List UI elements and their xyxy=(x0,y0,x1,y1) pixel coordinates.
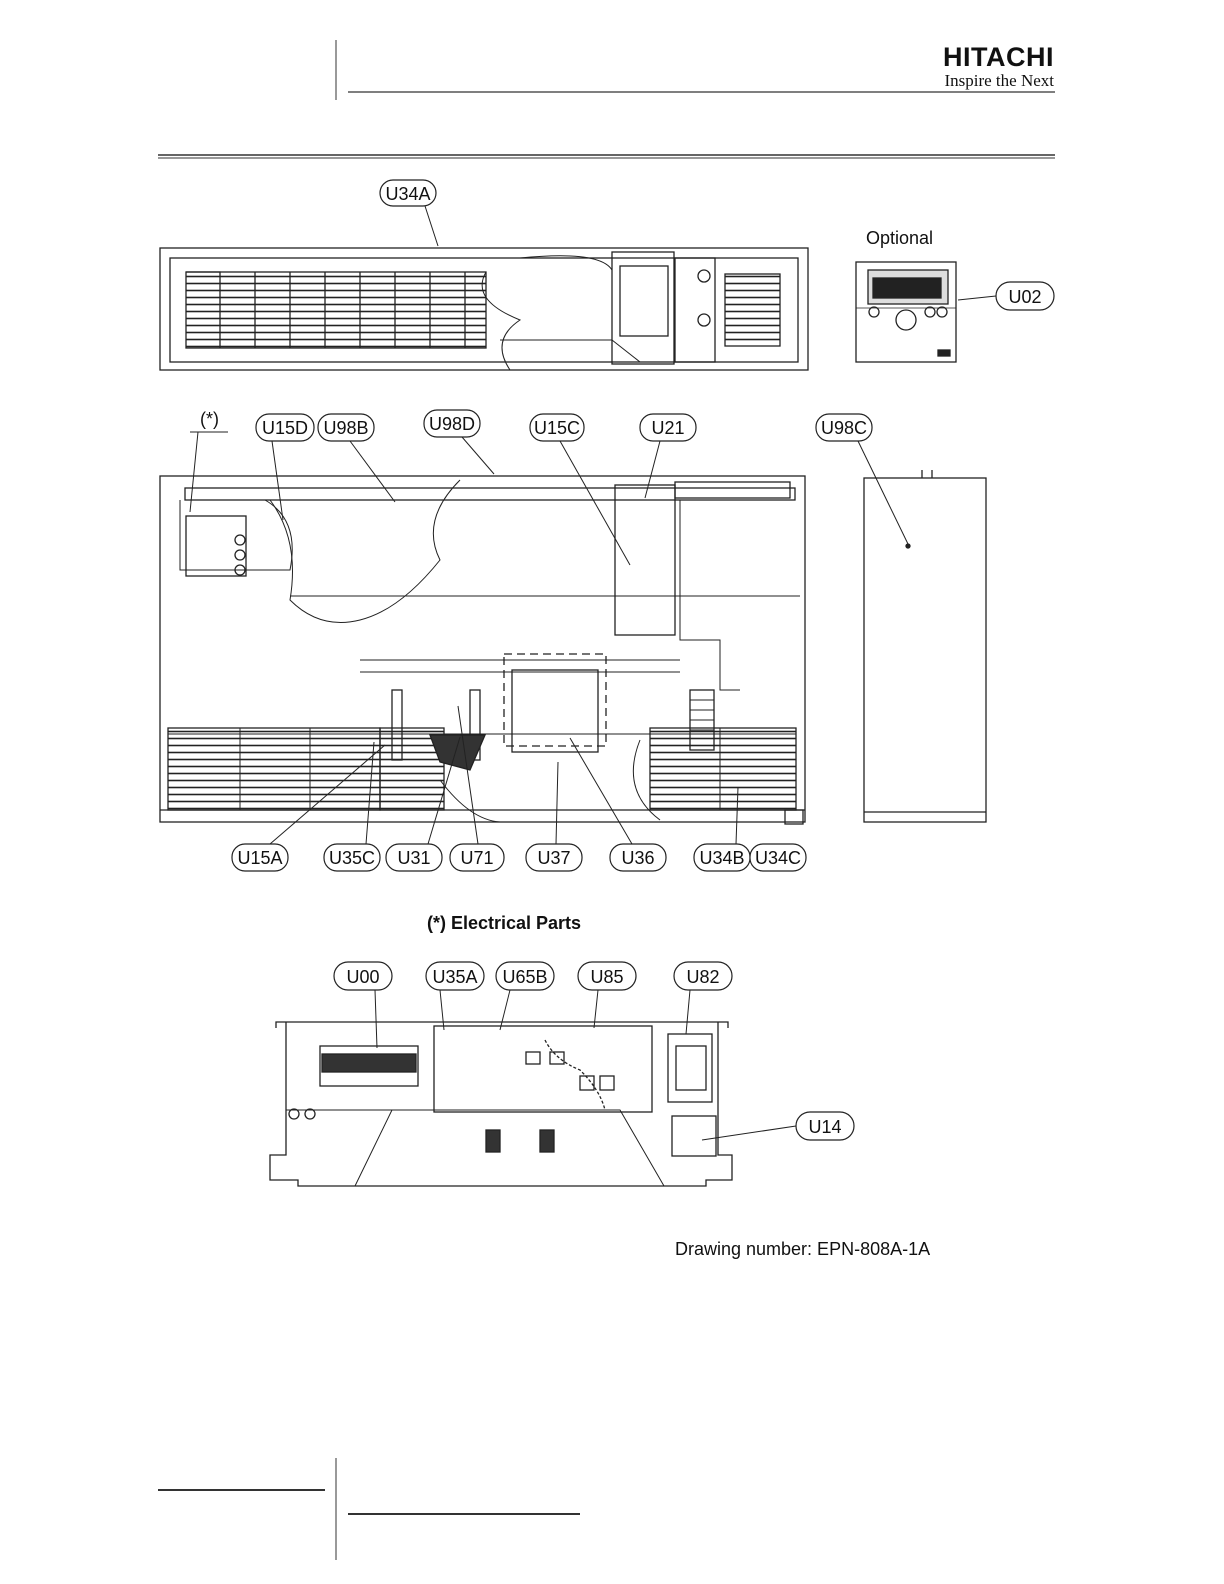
side-view-unit xyxy=(864,470,986,822)
brand-tagline: Inspire the Next xyxy=(944,71,1054,90)
label-U37 xyxy=(526,762,582,871)
label-U35A xyxy=(426,962,484,1030)
electrical-box xyxy=(270,1022,732,1186)
label-U34C xyxy=(750,844,806,871)
electrical-parts-title: (*) Electrical Parts xyxy=(426,913,582,933)
label-U65B xyxy=(496,962,554,1030)
drawing-number: Drawing number: EPN-808A-1A xyxy=(675,1239,931,1259)
svg-text:U35C: U35C xyxy=(328,848,376,868)
label-U34A xyxy=(380,180,438,246)
svg-text:(*): (*) xyxy=(200,409,219,429)
label-U98C xyxy=(816,414,908,544)
svg-text:U98B: U98B xyxy=(323,418,369,438)
svg-text:U15D: U15D xyxy=(261,418,309,438)
svg-text:U37: U37 xyxy=(537,848,571,868)
label-U98D xyxy=(424,410,494,474)
label-U00 xyxy=(334,962,392,1048)
front-view-unit xyxy=(160,476,805,824)
svg-text:U35A: U35A xyxy=(432,967,478,987)
svg-text:U82: U82 xyxy=(686,967,720,987)
label-U14 xyxy=(702,1112,854,1140)
asterisk-callout xyxy=(190,409,228,512)
top-view-unit xyxy=(160,248,808,370)
label-U85 xyxy=(578,962,636,1028)
brand-name: HITACHI xyxy=(943,42,1054,72)
svg-text:U65B: U65B xyxy=(502,967,548,987)
label-U15D xyxy=(256,414,314,520)
svg-text:U71: U71 xyxy=(460,848,494,868)
label-U98B xyxy=(318,414,395,502)
svg-text:U14: U14 xyxy=(808,1117,842,1137)
svg-text:U15A: U15A xyxy=(237,848,283,868)
svg-text:U15C: U15C xyxy=(533,418,581,438)
svg-text:U02: U02 xyxy=(1008,287,1042,307)
svg-text:U34B: U34B xyxy=(699,848,745,868)
optional-caption: Optional xyxy=(866,228,934,248)
svg-text:U34A: U34A xyxy=(385,184,431,204)
svg-text:U00: U00 xyxy=(346,967,380,987)
label-U71 xyxy=(450,706,504,871)
svg-text:U21: U21 xyxy=(651,418,685,438)
svg-text:U98D: U98D xyxy=(428,414,476,434)
svg-text:U98C: U98C xyxy=(820,418,868,438)
svg-text:U85: U85 xyxy=(590,967,624,987)
label-U02 xyxy=(958,282,1054,310)
remote-controller xyxy=(856,262,956,362)
svg-text:U36: U36 xyxy=(621,848,655,868)
label-U82 xyxy=(674,962,732,1034)
svg-text:U34C: U34C xyxy=(754,848,802,868)
svg-text:U31: U31 xyxy=(397,848,431,868)
